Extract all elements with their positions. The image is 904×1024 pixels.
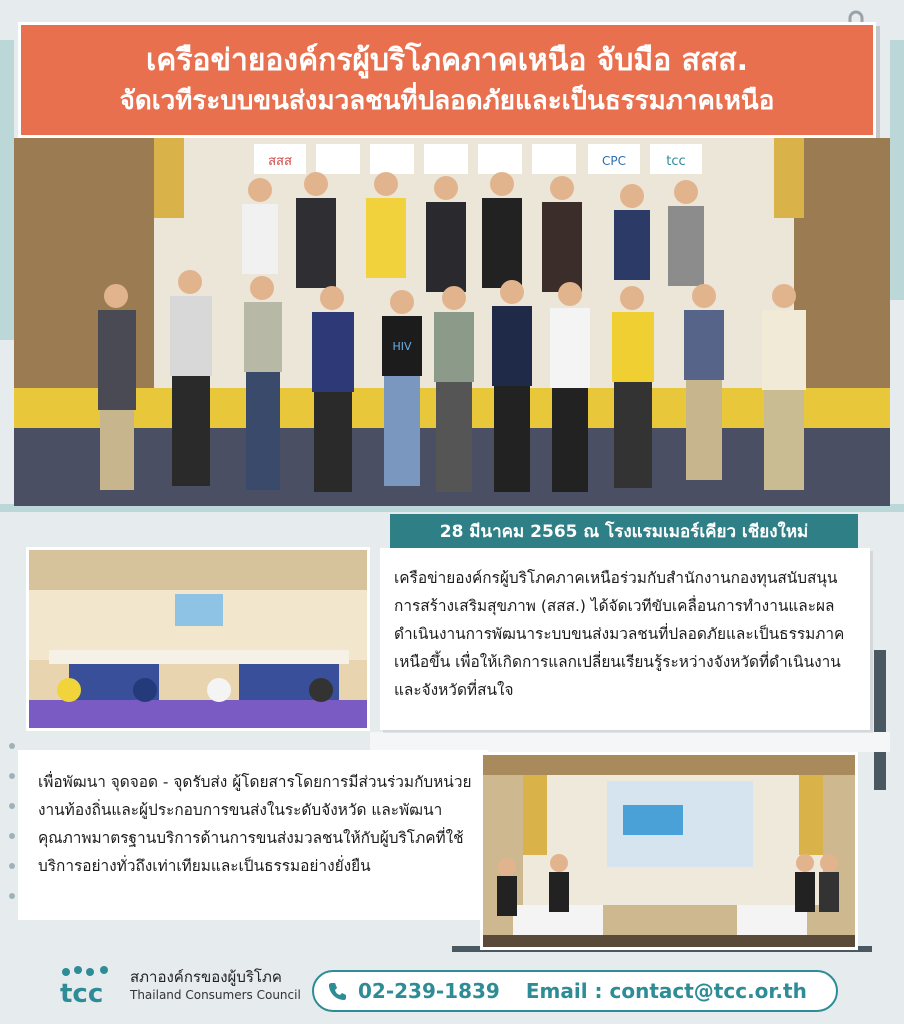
- shirt-text: HIV: [392, 340, 412, 353]
- email-address[interactable]: Email : contact@tcc.or.th: [525, 979, 807, 1003]
- svg-text:tcc: tcc: [60, 979, 104, 1006]
- contact-info: [312, 970, 838, 1012]
- decor-stripe: [890, 40, 904, 300]
- intro-paragraph: เครือข่ายองค์กรผู้บริโภคภาคเหนือร่วมกับสำนักงานกองทุนสนับสนุนการสร้างเสริมสุขภาพ (สสส.) ได้จัดเวทีขับเคลื่อนการทำงานและผลดำเนินงานการพัฒนาระบบขนส่งมวลชนที่ปลอดภัยและเป็นธรรมภาคเหนือขึ้น เพื่อให้เกิดการแลกเปลี่ยนเรียนรู้ระหว่างจังหวัดที่ดำเนินงานและจังหวัดที่สนใจ: [394, 569, 845, 699]
- decor-light: [370, 732, 890, 752]
- headline-banner: [18, 22, 876, 138]
- purpose-card: [18, 750, 488, 920]
- intro-card: [380, 548, 870, 730]
- headline-line-2: จัดเวทีระบบขนส่งมวลชนที่ปลอดภัยและเป็นธรรมภาคเหนือ: [119, 86, 775, 116]
- event-date-location: 28 มีนาคม 2565 ณ โรงแรมเมอร์เคียว เชียงใหม่: [390, 514, 858, 548]
- backdrop-logo: tcc: [666, 154, 686, 169]
- org-name-en: Thailand Consumers Council: [130, 988, 301, 1002]
- backdrop-logo: CPC: [602, 154, 626, 168]
- phone-number[interactable]: 02-239-1839: [358, 979, 500, 1003]
- meeting-room-illustration: [29, 550, 367, 728]
- phone-icon: [328, 981, 348, 1001]
- decor-stripe: [0, 40, 14, 340]
- decor-dots: [6, 736, 18, 926]
- decor-dark-bar: [874, 650, 886, 790]
- purpose-paragraph: เพื่อพัฒนา จุดจอด - จุดรับส่ง ผู้โดยสารโดยการมีส่วนร่วมกับหน่วยงานท้องถิ่นและผู้ประกอบการขนส่งในระดับจังหวัด และพัฒนาคุณภาพมาตรฐานบริการด้านการขนส่งมวลชนให้กับผู้บริโภคที่ใช้บริการอย่างทั่วถึงเท่าเทียมและเป็นธรรมอย่างยั่งยืน: [38, 773, 472, 875]
- org-name-th: สภาองค์กรของผู้บริโภค: [130, 968, 282, 986]
- tcc-logo-icon: [58, 964, 120, 1006]
- main-group-photo: [14, 138, 890, 506]
- panel-illustration: [483, 755, 855, 947]
- meeting-room-photo: [26, 547, 370, 731]
- group-photo-illustration: [14, 138, 890, 506]
- tcc-logo: [58, 964, 301, 1006]
- headline-line-1: เครือข่ายองค์กรผู้บริโภคภาคเหนือ จับมือ สสส.: [146, 43, 748, 78]
- backdrop-logo: สสส: [268, 154, 292, 169]
- org-name: [130, 967, 301, 1003]
- panel-discussion-photo: [480, 752, 858, 950]
